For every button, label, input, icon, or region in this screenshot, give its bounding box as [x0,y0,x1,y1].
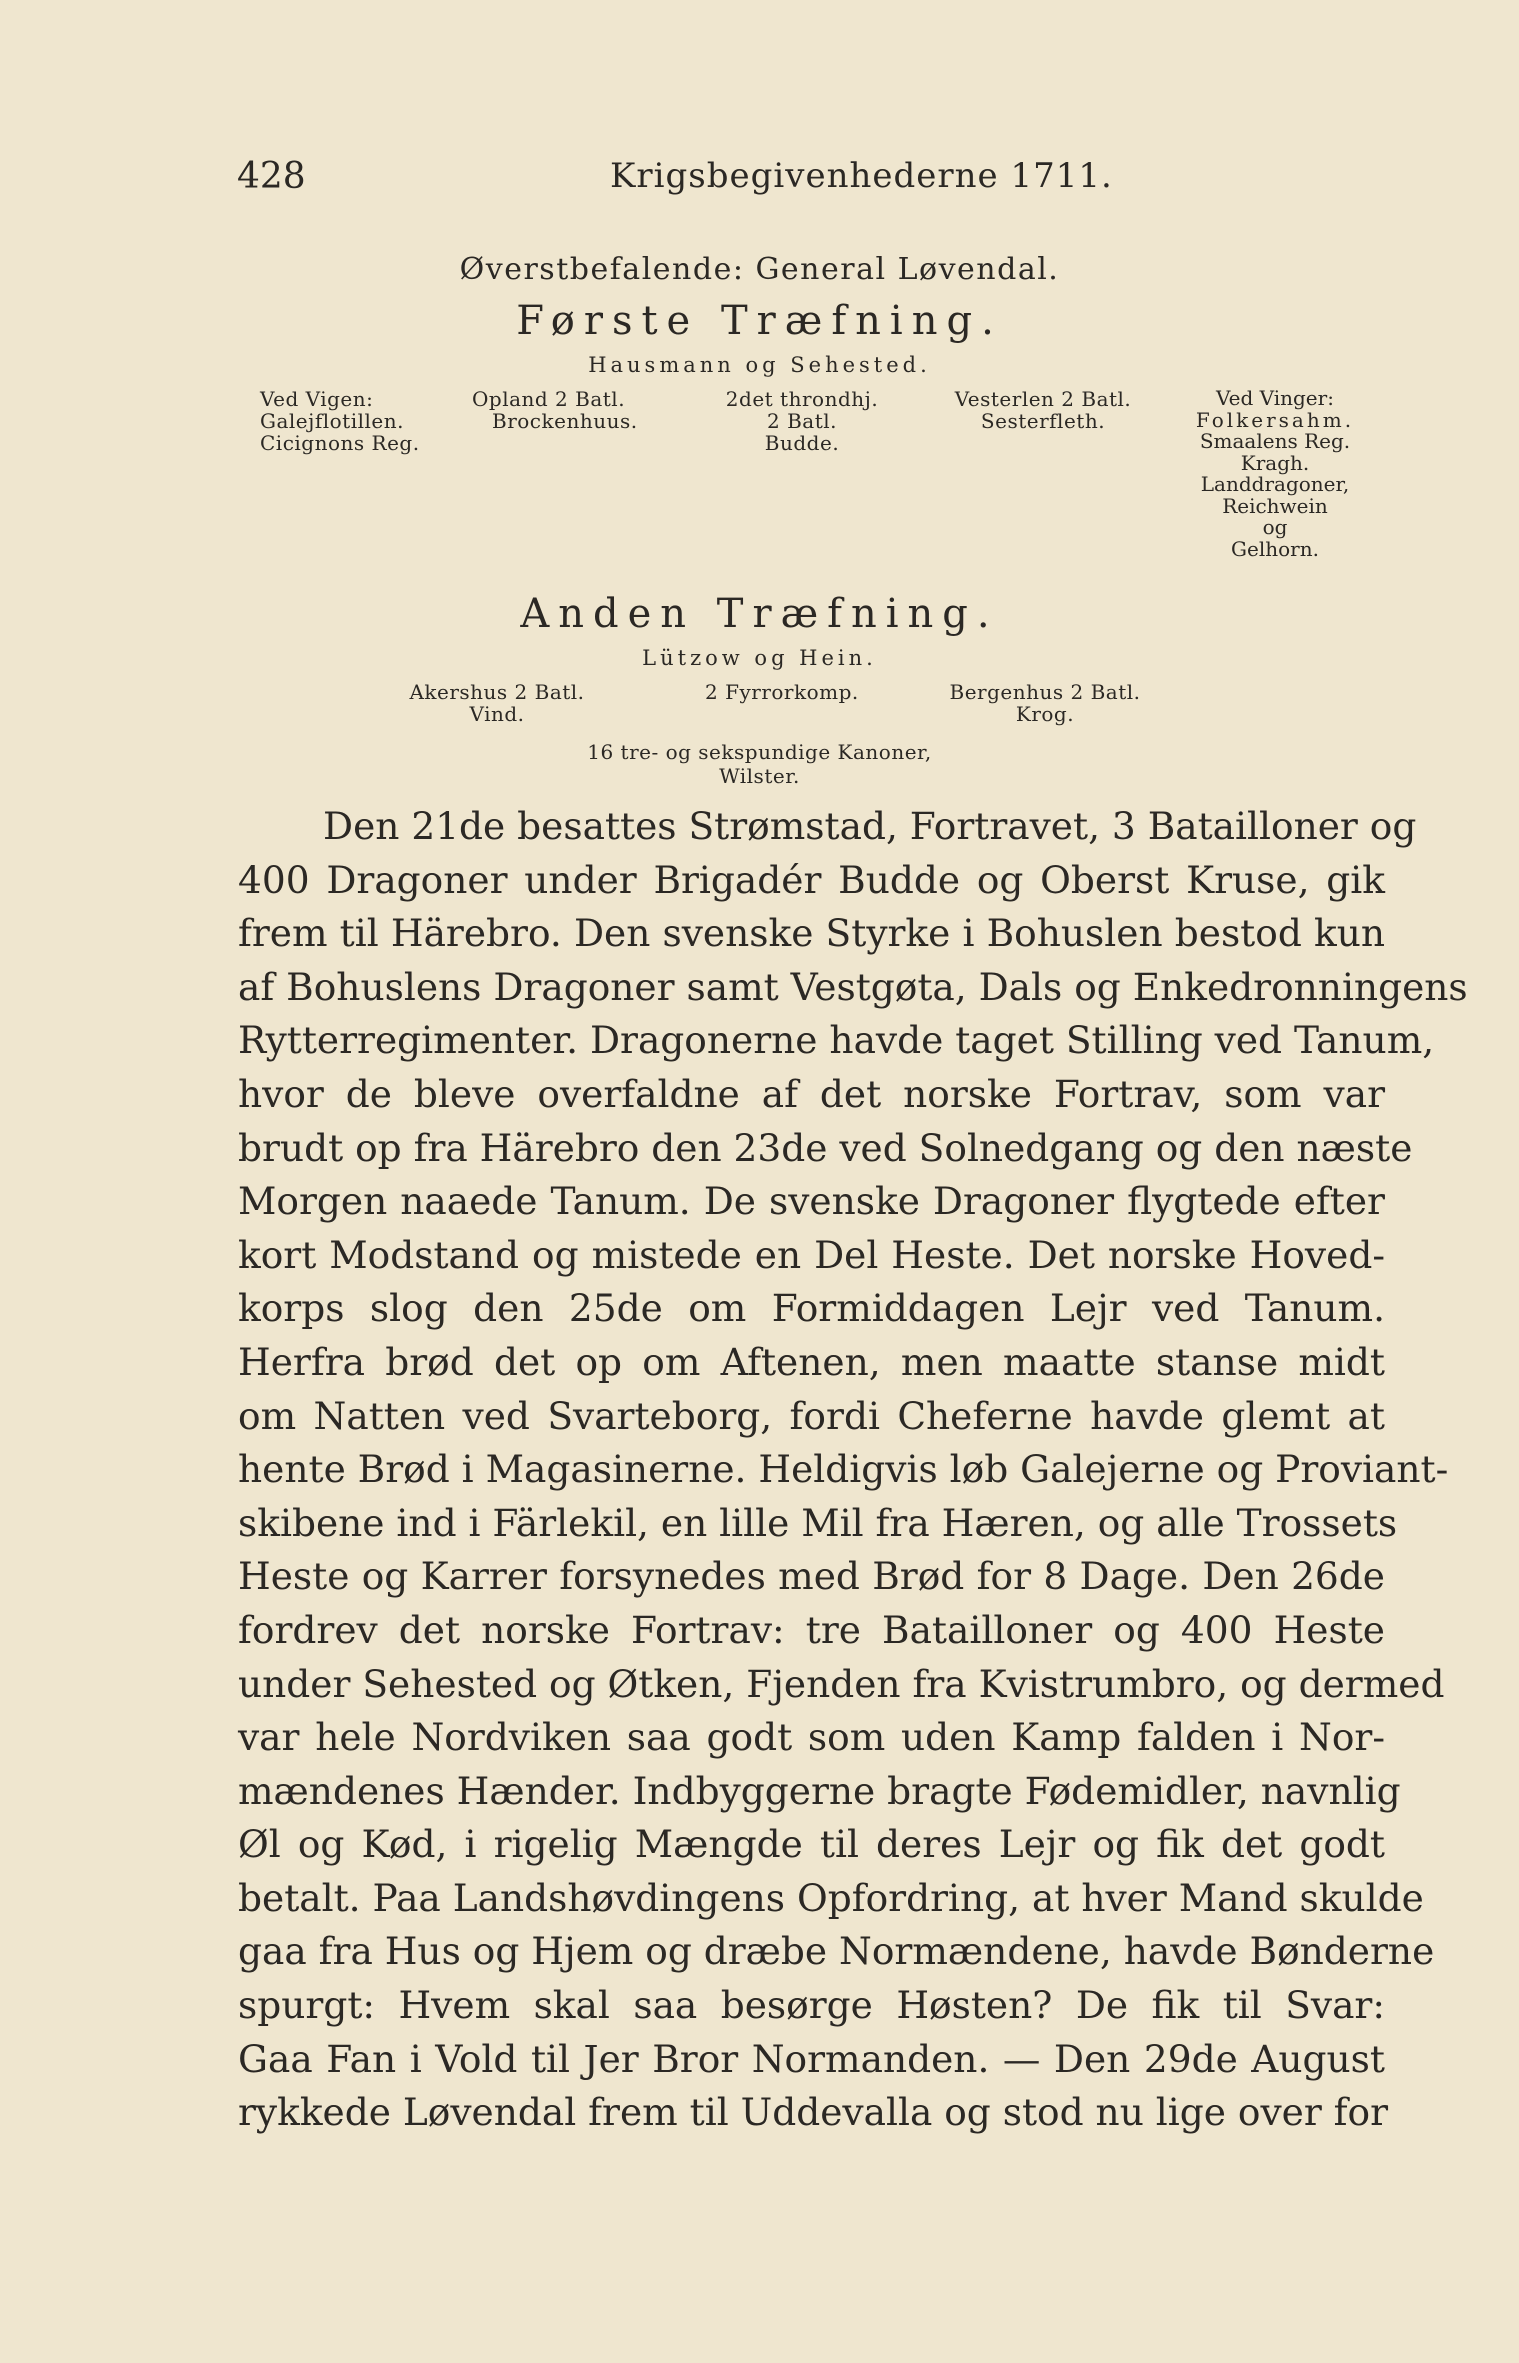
unit-entry: Folkersahm. [1195,407,1355,432]
body-line: betalt. Paa Landshøvdingens Opfordring, at hver Mand skulde [238,1875,1424,1920]
body-line: under Sehested og Øtken, Fjenden fra Kvistrumbro, og dermed [238,1661,1445,1706]
unit-entry: Cicignons Reg. [260,431,420,455]
first-battle-column-4 [938,388,1148,432]
unit-entry: Sesterfleth. [980,409,1106,433]
unit-entry: Opland 2 Batl. [472,387,626,411]
body-line: rykkede Løvendal frem til Uddevalla og stod nu lige over for [238,2090,1389,2135]
body-line: frem til Härebro. Den svenske Styrke i Bohuslen bestod kun [238,911,1385,956]
body-line: skibene ind i Färlekil, en lille Mil fra Hæren, og alle Trossets [238,1500,1398,1545]
body-line: var hele Nordviken saa godt som uden Kamp falden i Nor- [238,1715,1385,1760]
body-line: af Bohuslens Dragoner samt Vestgøta, Dals og Enkedronningens [238,964,1468,1009]
artillery-line: 16 tre- og sekspundige Kanoner, [587,740,932,764]
body-line: Heste og Karrer forsynedes med Brød for 8 Dage. Den 26de [238,1554,1385,1599]
body-line: hente Brød i Magasinerne. Heldigvis løb Galejerne og Proviant- [238,1447,1449,1492]
body-line: kort Modstand og mistede en Del Heste. Det norske Hoved- [238,1232,1385,1277]
second-battle-commanders: Lützow og Hein. [642,646,877,670]
first-battle-column-2 [472,388,638,432]
unit-entry: Reichwein [1222,493,1328,518]
unit-entry: 2 Fyrrorkomp. [705,680,859,704]
first-battle-column-3 [722,388,882,454]
body-line: spurgt: Hvem skal saa besørge Høsten? De fik til Svar: [238,1983,1385,2028]
body-text [238,800,1468,2140]
unit-entry: Vesterlen 2 Batl. [954,387,1132,411]
unit-entry: Smaalens Reg. [1199,429,1351,453]
unit-entry: Krog. [1015,702,1075,726]
body-line: korps slog den 25de om Formiddagen Lejr ved Tanum. [238,1286,1385,1331]
body-line: hvor de bleve overfaldne af det norske Fortrav, som var [238,1071,1385,1116]
unit-entry: Landdragoner, [1200,472,1350,496]
unit-entry: Vind. [469,702,525,726]
body-line: mændenes Hænder. Indbyggerne bragte Fødemidler, navnlig [238,1768,1401,1813]
artillery-commander: Wilster. [719,764,800,788]
running-title: Krigsbegivenhederne 1711. [610,156,1113,196]
page-number: 428 [237,156,306,197]
body-line: Den 21de besattes Strømstad, Fortravet, 3 Batailloner og [323,804,1417,848]
body-line: Rytterregimenter. Dragonerne havde taget Stilling ved Tanum, [238,1018,1435,1063]
first-battle-right-column [1170,388,1380,560]
unit-entry: Ved Vigen: [260,387,374,411]
body-line: brudt op fra Härebro den 23de ved Solnedgang og den næste [238,1125,1413,1170]
body-line: Herfra brød det op om Aftenen, men maatte stanse midt [238,1339,1385,1384]
unit-entry: og [1262,515,1288,539]
unit-entry: Galejflotillen. [260,409,404,433]
unit-entry: 2det throndhj. [725,387,879,411]
first-battle-title: Første Træfning. [516,298,1003,344]
body-line: Øl og Kød, i rigelig Mængde til deres Lejr og fik det godt [238,1822,1385,1867]
body-line: om Natten ved Svarteborg, fordi Cheferne havde glemt at [238,1393,1385,1438]
body-line: fordrev det norske Fortrav: tre Batailloner og 400 Heste [238,1607,1385,1652]
unit-entry: Bergenhus 2 Batl. [949,680,1141,704]
body-line: Gaa Fan i Vold til Jer Bror Normanden. — Den 29de August [238,2036,1385,2081]
body-line: Morgen naaede Tanum. De svenske Dragoner flygtede efter [238,1179,1385,1224]
second-battle-column-3 [935,681,1155,725]
unit-entry: Gelhorn. [1231,536,1319,561]
second-battle-column-1 [387,681,607,725]
unit-entry: Budde. [764,431,840,455]
commander-line: Øverstbefalende: General Løvendal. [459,252,1060,287]
unit-entry: Ved Vinger: [1216,386,1334,410]
second-battle-title: Anden Træfning. [520,591,999,637]
body-line: gaa fra Hus og Hjem og dræbe Normændene, havde Bønderne [238,1929,1435,1974]
first-battle-left-column [260,388,420,454]
unit-entry: Akershus 2 Batl. [409,680,585,704]
unit-entry: Brockenhuus. [492,409,638,433]
unit-entry: 2 Batl. [767,409,837,433]
first-battle-commanders: Hausmann og Sehested. [588,353,931,377]
body-line: 400 Dragoner under Brigadér Budde og Oberst Kruse, gik [238,857,1385,902]
second-battle-column-2 [705,681,859,703]
unit-entry: Kragh. [1240,450,1310,475]
